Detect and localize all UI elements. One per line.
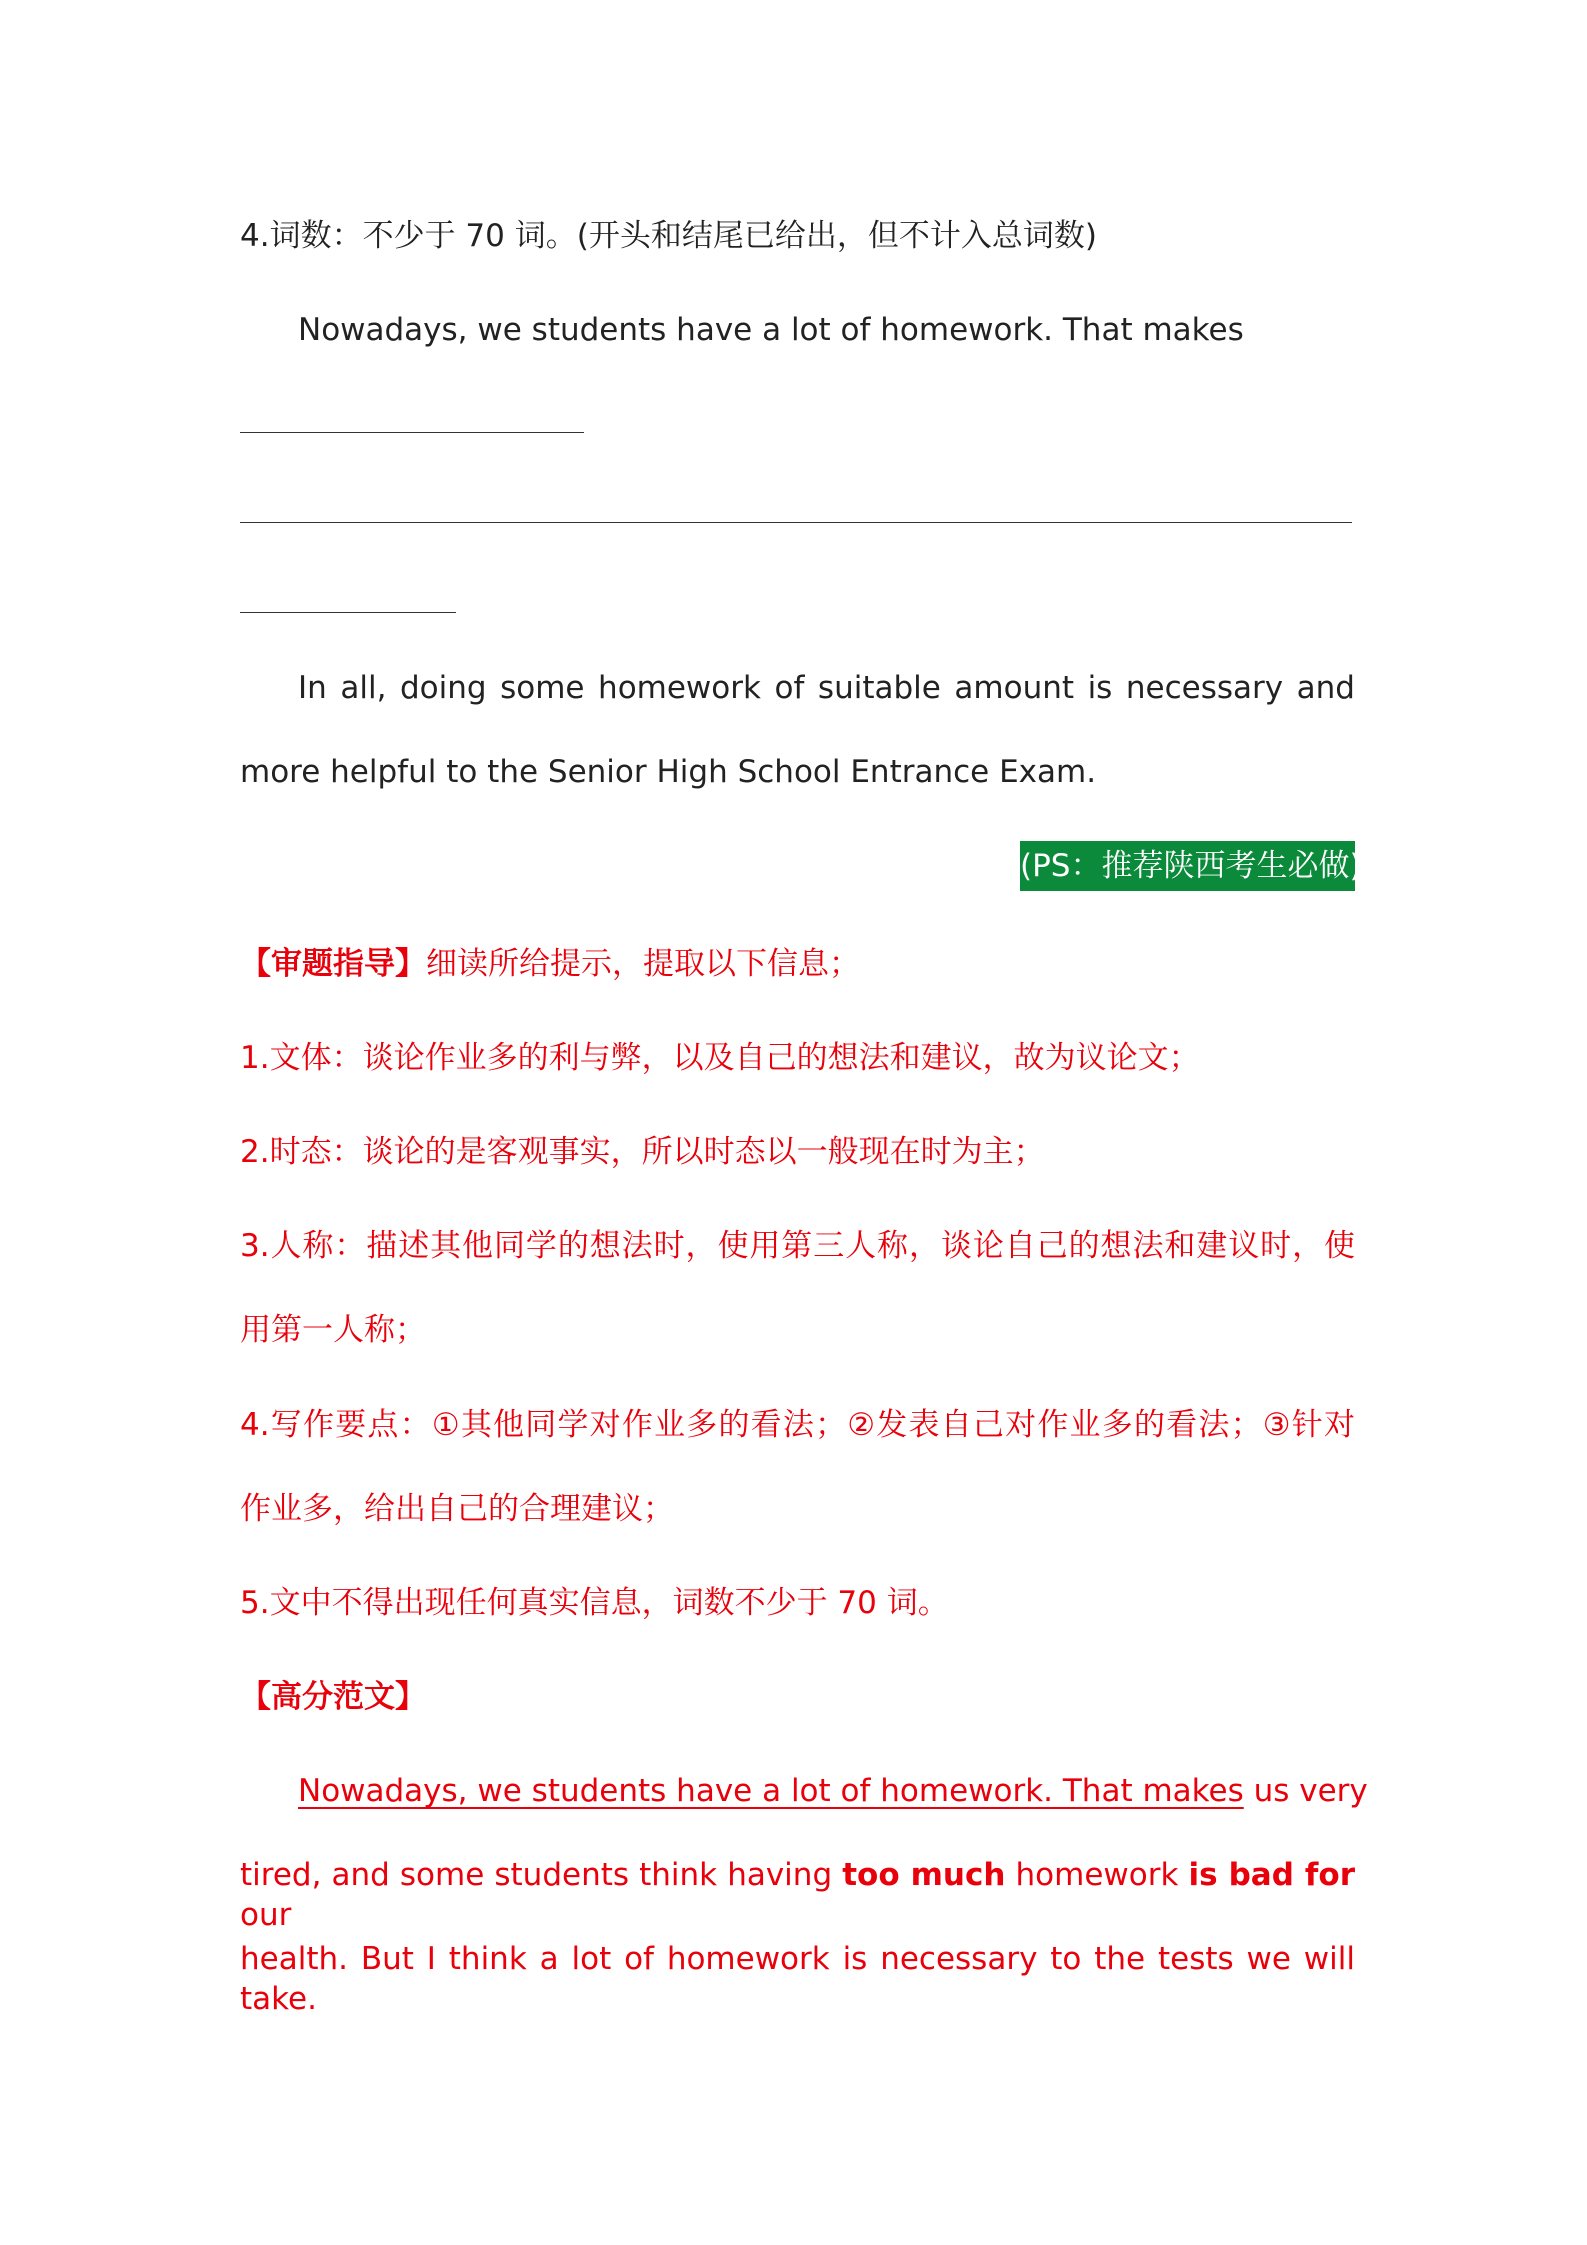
guidance-intro: 细读所给提示，提取以下信息； [426,946,860,982]
blank-line-1 [240,432,584,433]
guidance-item-3-line1: 3.人称：描述其他同学的想法时，使用第三人称，谈论自己的想法和建议时，使 [240,1228,1355,1264]
sample-line-3: health. But I think a lot of homework is necessary to the tests we will take. [240,1941,1355,2017]
guidance-item-5: 5.文中不得出现任何真实信息，词数不少于 70 词。 [240,1585,949,1621]
sample-line-1 [298,1771,1368,1811]
guidance-item-4-line1: 4.写作要点：①其他同学对作业多的看法；②发表自己对作业多的看法；③针对 [240,1407,1355,1443]
sample-line-2-bold-is-bad-for: is bad for [1188,1857,1355,1893]
guidance-item-3-line2: 用第一人称； [240,1312,426,1348]
sample-line-2-part-e: our [240,1897,292,1933]
word-count-rule: 4.词数：不少于 70 词。(开头和结尾已给出，但不计入总词数) [240,218,1097,254]
essay-opening: Nowadays, we students have a lot of homework. That makes [298,312,1244,348]
sample-line-2-part-a: tired, and some students think having [240,1857,843,1893]
essay-closing-line2: more helpful to the Senior High School Entrance Exam. [240,754,1097,790]
guidance-heading-line [240,944,1355,984]
sample-heading: 【高分范文】 [240,1679,426,1715]
sample-line-2-bold-too-much: too much [842,1857,1006,1893]
guidance-item-1: 1.文体：谈论作业多的利与弊，以及自己的想法和建议，故为议论文； [240,1040,1200,1076]
guidance-heading: 【审题指导】 [240,946,426,982]
guidance-item-2: 2.时态：谈论的是客观事实，所以时态以一般现在时为主； [240,1134,1045,1170]
sample-line-2-part-c: homework [1005,1857,1189,1893]
sample-line-1-rest: us very [1243,1773,1368,1809]
sample-line-1-opening: Nowadays, we students have a lot of homework. That makes [298,1773,1244,1809]
ps-badge: (PS：推荐陕西考生必做) [1020,841,1355,891]
sample-line-2 [240,1855,1355,1935]
blank-line-3 [240,612,456,613]
blank-line-2 [240,522,1352,523]
essay-closing-line1: In all, doing some homework of suitable amount is necessary and [298,670,1355,706]
guidance-item-4-line2: 作业多，给出自己的合理建议； [240,1491,674,1527]
